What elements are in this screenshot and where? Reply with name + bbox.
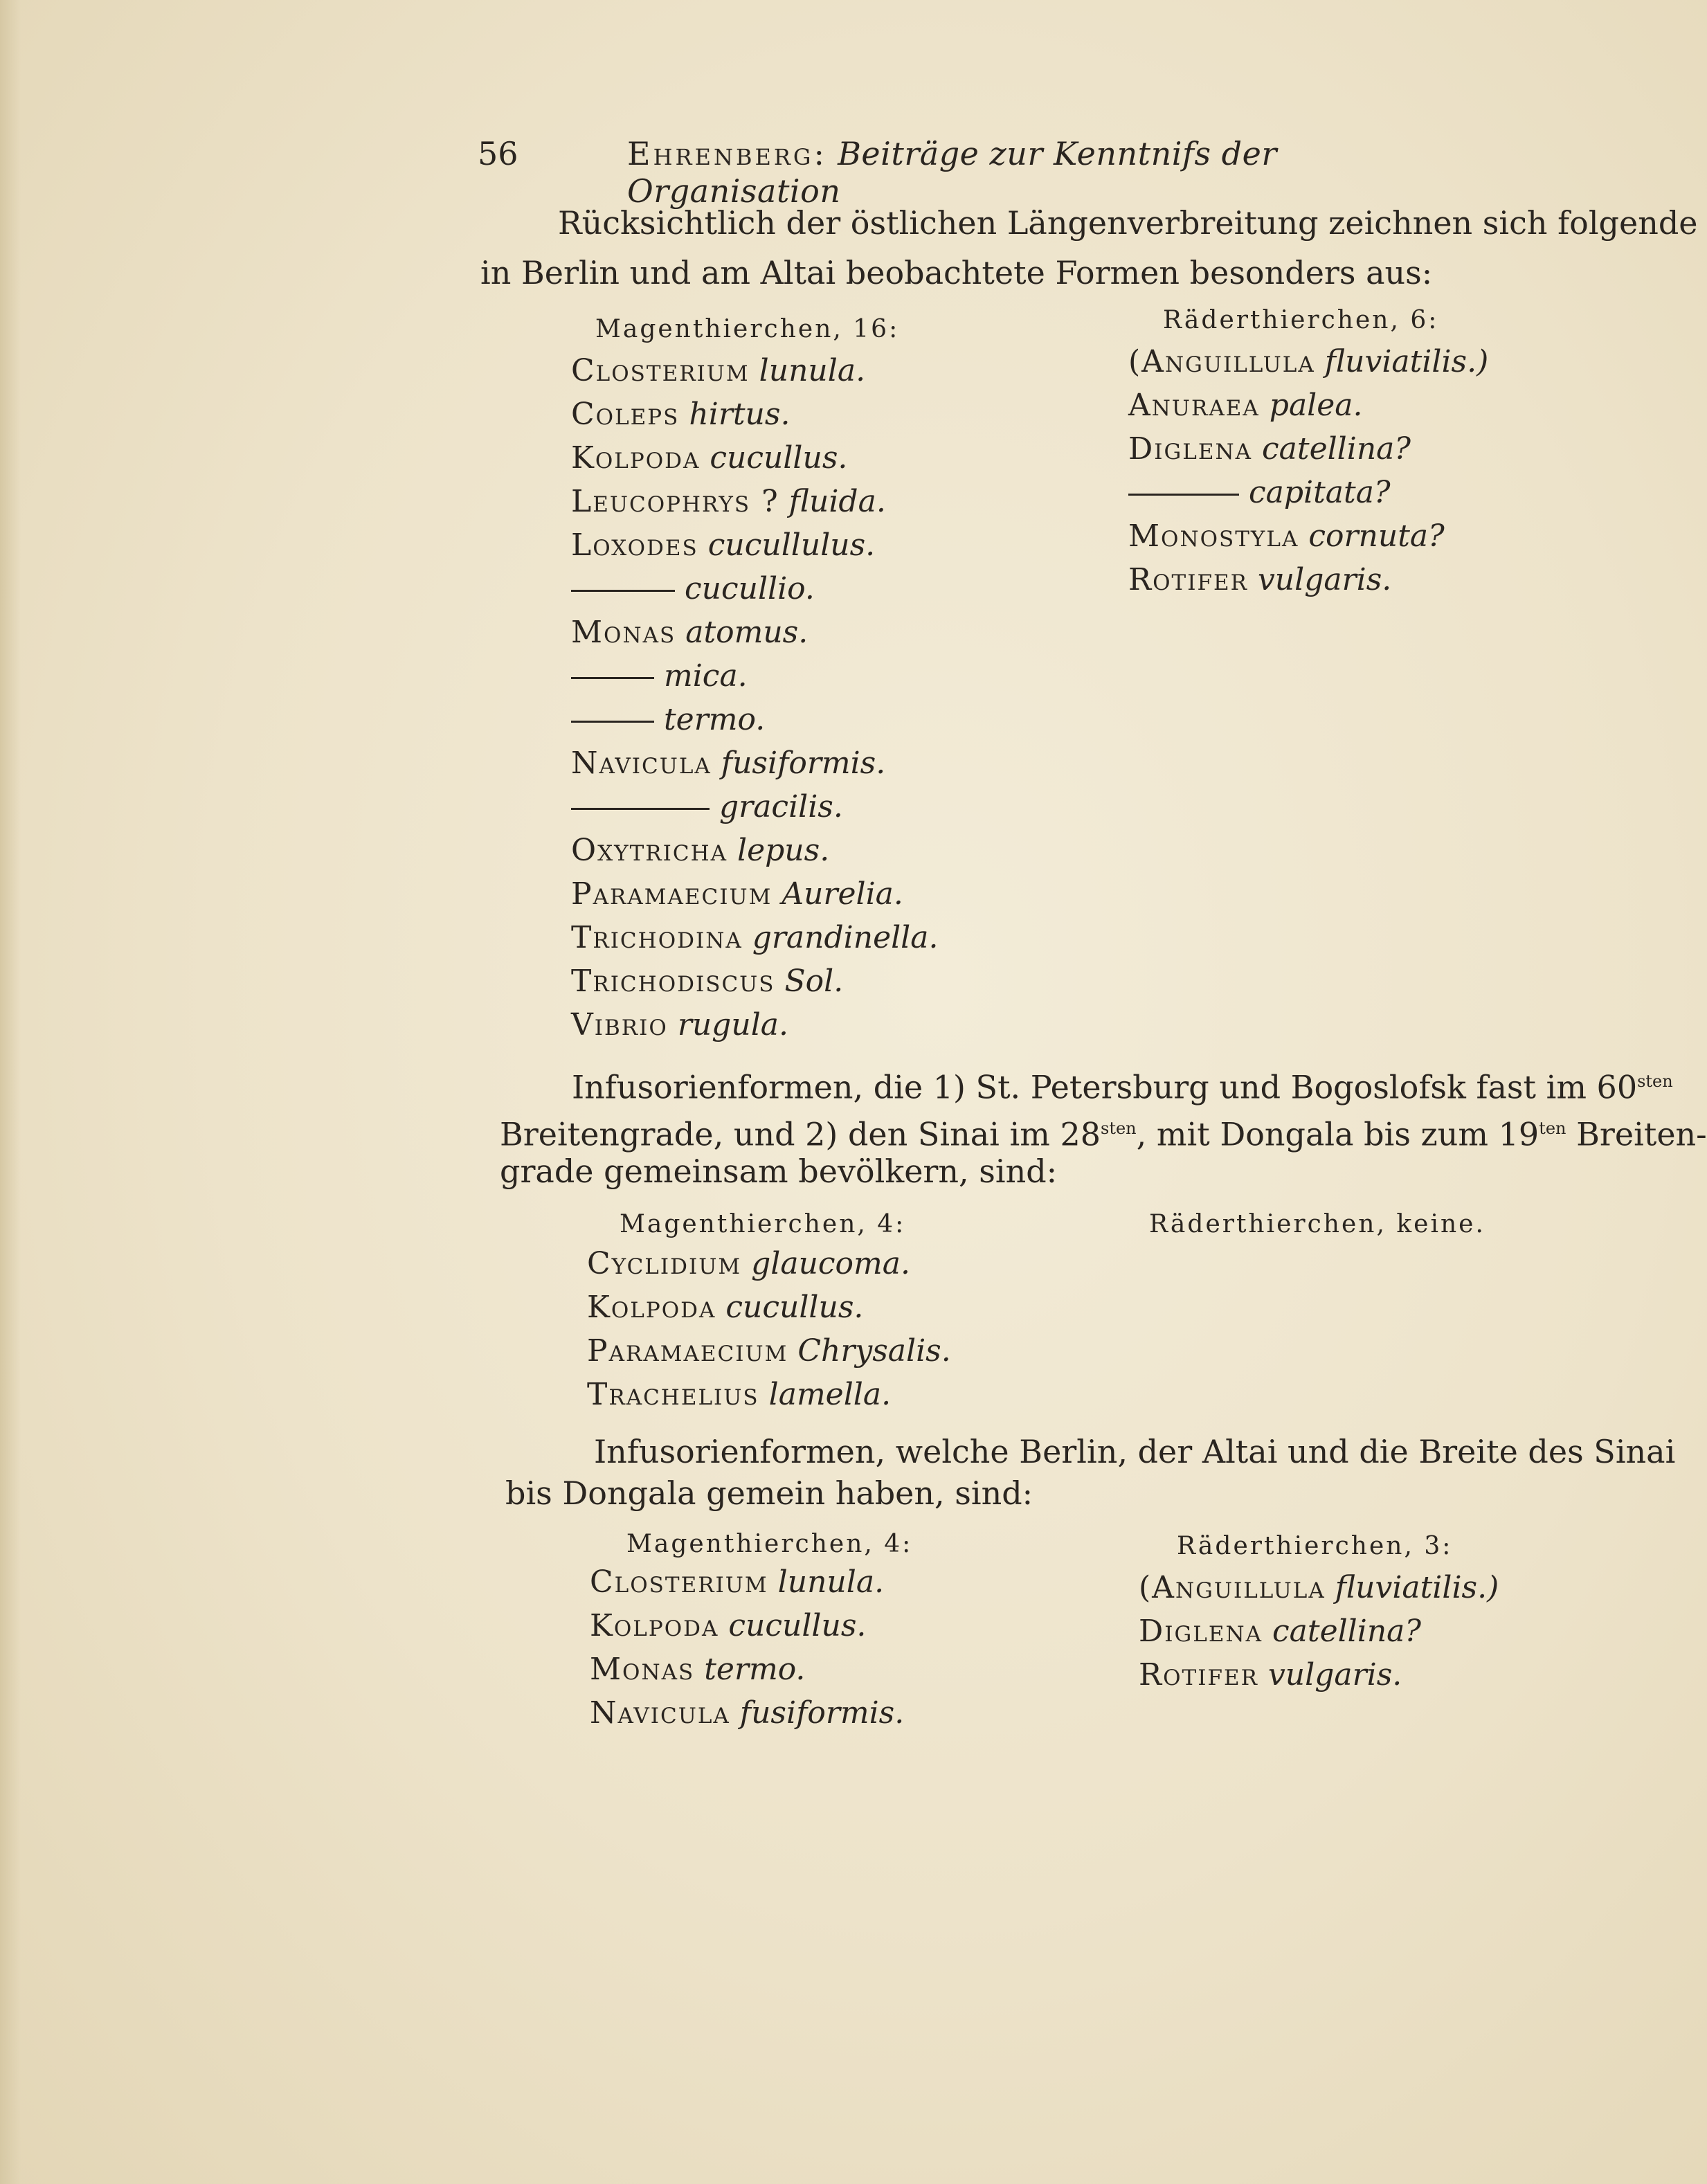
paragraph-1-line-2: in Berlin und am Altai beobachtete Formen besonders aus: <box>480 254 1433 291</box>
running-header <box>478 135 1433 210</box>
ditto-rule <box>571 590 675 592</box>
list-item: Paramaecium Aurelia. <box>571 876 903 912</box>
paragraph-3-line-1: Infusorienformen, welche Berlin, der Altai und die Breite des Sinai <box>594 1433 1676 1470</box>
section1-left-heading: Magenthierchen, 16: <box>595 315 900 343</box>
page-number: 56 <box>478 135 518 172</box>
list-item: Diglena catellina? <box>1128 431 1411 467</box>
section3-left-heading: Magenthierchen, 4: <box>626 1530 913 1558</box>
ditto-rule <box>571 677 654 679</box>
list-item: (Anguillula fluviatilis.) <box>1128 344 1489 379</box>
page-edge-shadow <box>0 0 21 2184</box>
list-item: Trachelius lamella. <box>587 1377 892 1412</box>
list-item: Rotifer vulgaris. <box>1139 1657 1402 1693</box>
section3-right-heading: Räderthierchen, 3: <box>1177 1532 1453 1560</box>
ditto-rule <box>571 808 710 810</box>
list-item: Rotifer vulgaris. <box>1128 562 1392 597</box>
book-title: Beiträge zur Kenntnifs der Organisation <box>627 135 1277 210</box>
list-item: (Anguillula fluviatilis.) <box>1139 1570 1499 1605</box>
section1-right-heading: Räderthierchen, 6: <box>1163 306 1439 334</box>
list-item: Anuraea palea. <box>1128 388 1363 423</box>
list-item: Navicula fusiformis. <box>590 1695 905 1731</box>
list-item: Coleps hirtus. <box>571 397 791 432</box>
list-item: Monas termo. <box>590 1652 806 1687</box>
paragraph-2-line-3: grade gemeinsam bevölkern, sind: <box>500 1153 1058 1190</box>
ditto-rule <box>571 721 654 723</box>
running-title <box>627 135 1433 210</box>
list-item: Vibrio rugula. <box>571 1007 788 1043</box>
list-item: Oxytricha lepus. <box>571 833 830 868</box>
list-item: termo. <box>571 702 765 737</box>
list-item: cucullio. <box>571 571 815 606</box>
section2-left-heading: Magenthierchen, 4: <box>620 1210 906 1238</box>
paragraph-1-line-1: Rücksichtlich der östlichen Längenverbreitung zeichnen sich folgende <box>558 204 1698 242</box>
list-item: Kolpoda cucullus. <box>571 440 848 476</box>
section2-right-heading: Räderthierchen, keine. <box>1149 1210 1485 1238</box>
list-item: Cyclidium glaucoma. <box>587 1246 910 1281</box>
list-item: Paramaecium Chrysalis. <box>587 1333 951 1369</box>
list-item: Trichodiscus Sol. <box>571 964 844 999</box>
list-item: Monas atomus. <box>571 615 809 650</box>
list-item: Monostyla cornuta? <box>1128 518 1445 554</box>
author-name: Ehrenberg: <box>627 135 827 172</box>
list-item: mica. <box>571 658 748 694</box>
list-item: Trichodina grandinella. <box>571 920 939 955</box>
list-item: Loxodes cucullulus. <box>571 527 876 563</box>
paragraph-2-line-1: Infusorienformen, die 1) St. Petersburg und Bogoslofsk fast im $60^{sten}$ <box>572 1068 1673 1106</box>
list-item: Kolpoda cucullus. <box>587 1290 864 1325</box>
paragraph-3-line-2: bis Dongala gemein haben, sind: <box>505 1474 1033 1512</box>
paragraph-2-line-2: Breitengrade, und 2) den Sinai im $28^{sten}$, mit Dongala bis zum $19^{ten}$ Breiten- <box>500 1115 1707 1153</box>
list-item: Closterium lunula. <box>590 1564 885 1600</box>
list-item: gracilis. <box>571 789 843 824</box>
list-item: Navicula fusiformis. <box>571 746 886 781</box>
list-item: Closterium lunula. <box>571 353 866 388</box>
list-item: Leucophrys ? fluida. <box>571 484 886 519</box>
list-item: Diglena catellina? <box>1139 1614 1421 1649</box>
ditto-rule <box>1128 494 1239 496</box>
list-item: Kolpoda cucullus. <box>590 1608 867 1643</box>
list-item: capitata? <box>1128 475 1391 510</box>
